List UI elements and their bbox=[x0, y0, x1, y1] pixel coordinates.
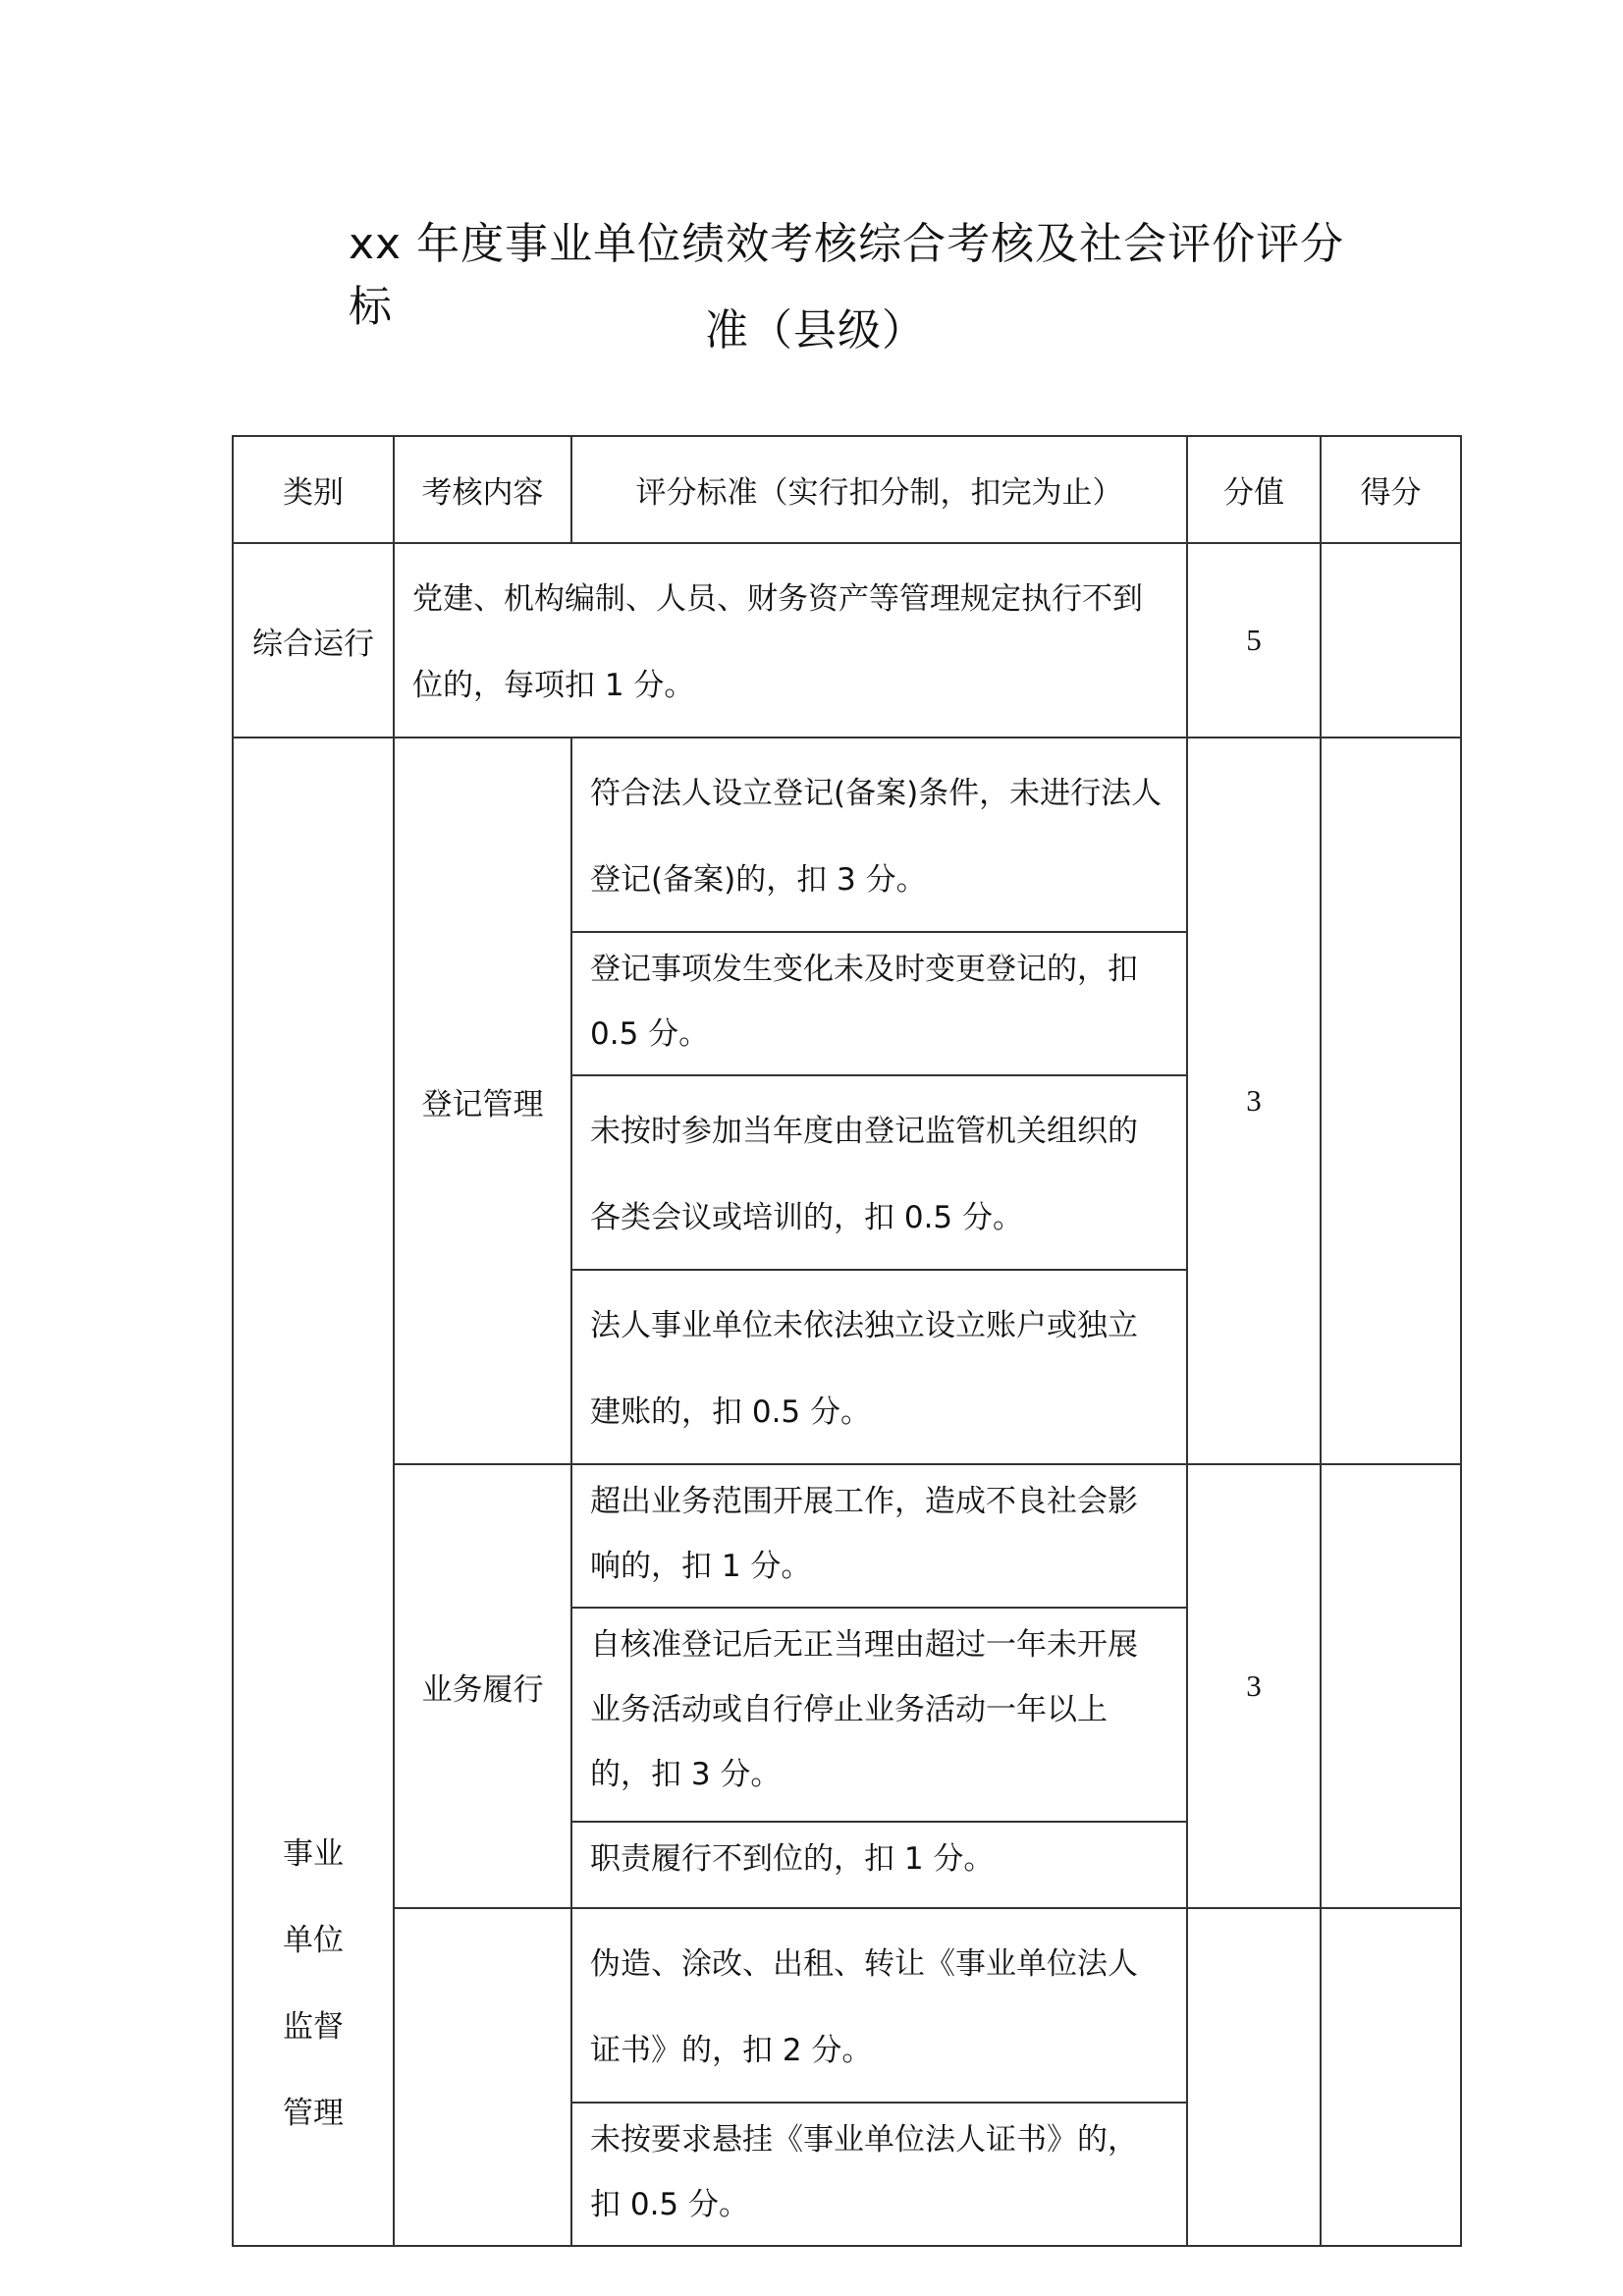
criteria-cell: 未按要求悬挂《事业单位法人证书》的，扣 0.5 分。 bbox=[571, 2103, 1187, 2246]
score-cell bbox=[1187, 1908, 1321, 2246]
table-row bbox=[233, 543, 1461, 738]
obtained-cell bbox=[1321, 543, 1461, 738]
category-line: 事业 bbox=[283, 1836, 344, 1872]
criteria-cell: 伪造、涂改、出租、转让《事业单位法人证书》的，扣 2 分。 bbox=[571, 1908, 1187, 2103]
page-title-line2: 准（县级） bbox=[705, 305, 926, 355]
category-line: 管理 bbox=[283, 2096, 344, 2131]
criteria-cell: 未按时参加当年度由登记监管机关组织的各类会议或培训的，扣 0.5 分。 bbox=[571, 1075, 1187, 1270]
table-row bbox=[233, 1464, 1461, 1608]
category-cell: 综合运行 bbox=[233, 543, 394, 738]
score-cell: 5 bbox=[1187, 543, 1321, 738]
criteria-cell: 法人事业单位未依法独立设立账户或独立建账的，扣 0.5 分。 bbox=[571, 1270, 1187, 1464]
category-cell-supervision bbox=[233, 738, 394, 2246]
table-row bbox=[233, 738, 1461, 932]
obtained-cell bbox=[1321, 1464, 1461, 1908]
content-cell: 登记管理 bbox=[394, 738, 571, 1464]
header-criteria: 评分标准（实行扣分制，扣完为止） bbox=[571, 436, 1187, 543]
criteria-cell: 登记事项发生变化未及时变更登记的，扣 0.5 分。 bbox=[571, 932, 1187, 1075]
criteria-cell: 党建、机构编制、人员、财务资产等管理规定执行不到位的，每项扣 1 分。 bbox=[394, 543, 1187, 738]
criteria-cell: 符合法人设立登记(备案)条件，未进行法人登记(备案)的，扣 3 分。 bbox=[571, 738, 1187, 932]
score-cell: 3 bbox=[1187, 1464, 1321, 1908]
category-line: 单位 bbox=[283, 1923, 344, 1958]
criteria-cell: 超出业务范围开展工作，造成不良社会影响的，扣 1 分。 bbox=[571, 1464, 1187, 1608]
page-title-line1: xx 年度事业单位绩效考核综合考核及社会评价评分标 bbox=[349, 219, 1345, 332]
header-content: 考核内容 bbox=[394, 436, 571, 543]
category-line: 监督 bbox=[283, 2009, 344, 2045]
criteria-cell: 职责履行不到位的，扣 1 分。 bbox=[571, 1822, 1187, 1908]
header-obtained: 得分 bbox=[1321, 436, 1461, 543]
criteria-cell: 自核准登记后无正当理由超过一年未开展业务活动或自行停止业务活动一年以上的，扣 3 分。 bbox=[571, 1608, 1187, 1822]
obtained-cell bbox=[1321, 738, 1461, 1464]
header-row bbox=[233, 436, 1461, 543]
table-row bbox=[233, 1908, 1461, 2103]
header-category: 类别 bbox=[233, 436, 394, 543]
score-cell: 3 bbox=[1187, 738, 1321, 1464]
header-score: 分值 bbox=[1187, 436, 1321, 543]
scoring-table bbox=[232, 435, 1462, 2247]
content-cell: 业务履行 bbox=[394, 1464, 571, 1908]
content-cell bbox=[394, 1908, 571, 2246]
obtained-cell bbox=[1321, 1908, 1461, 2246]
